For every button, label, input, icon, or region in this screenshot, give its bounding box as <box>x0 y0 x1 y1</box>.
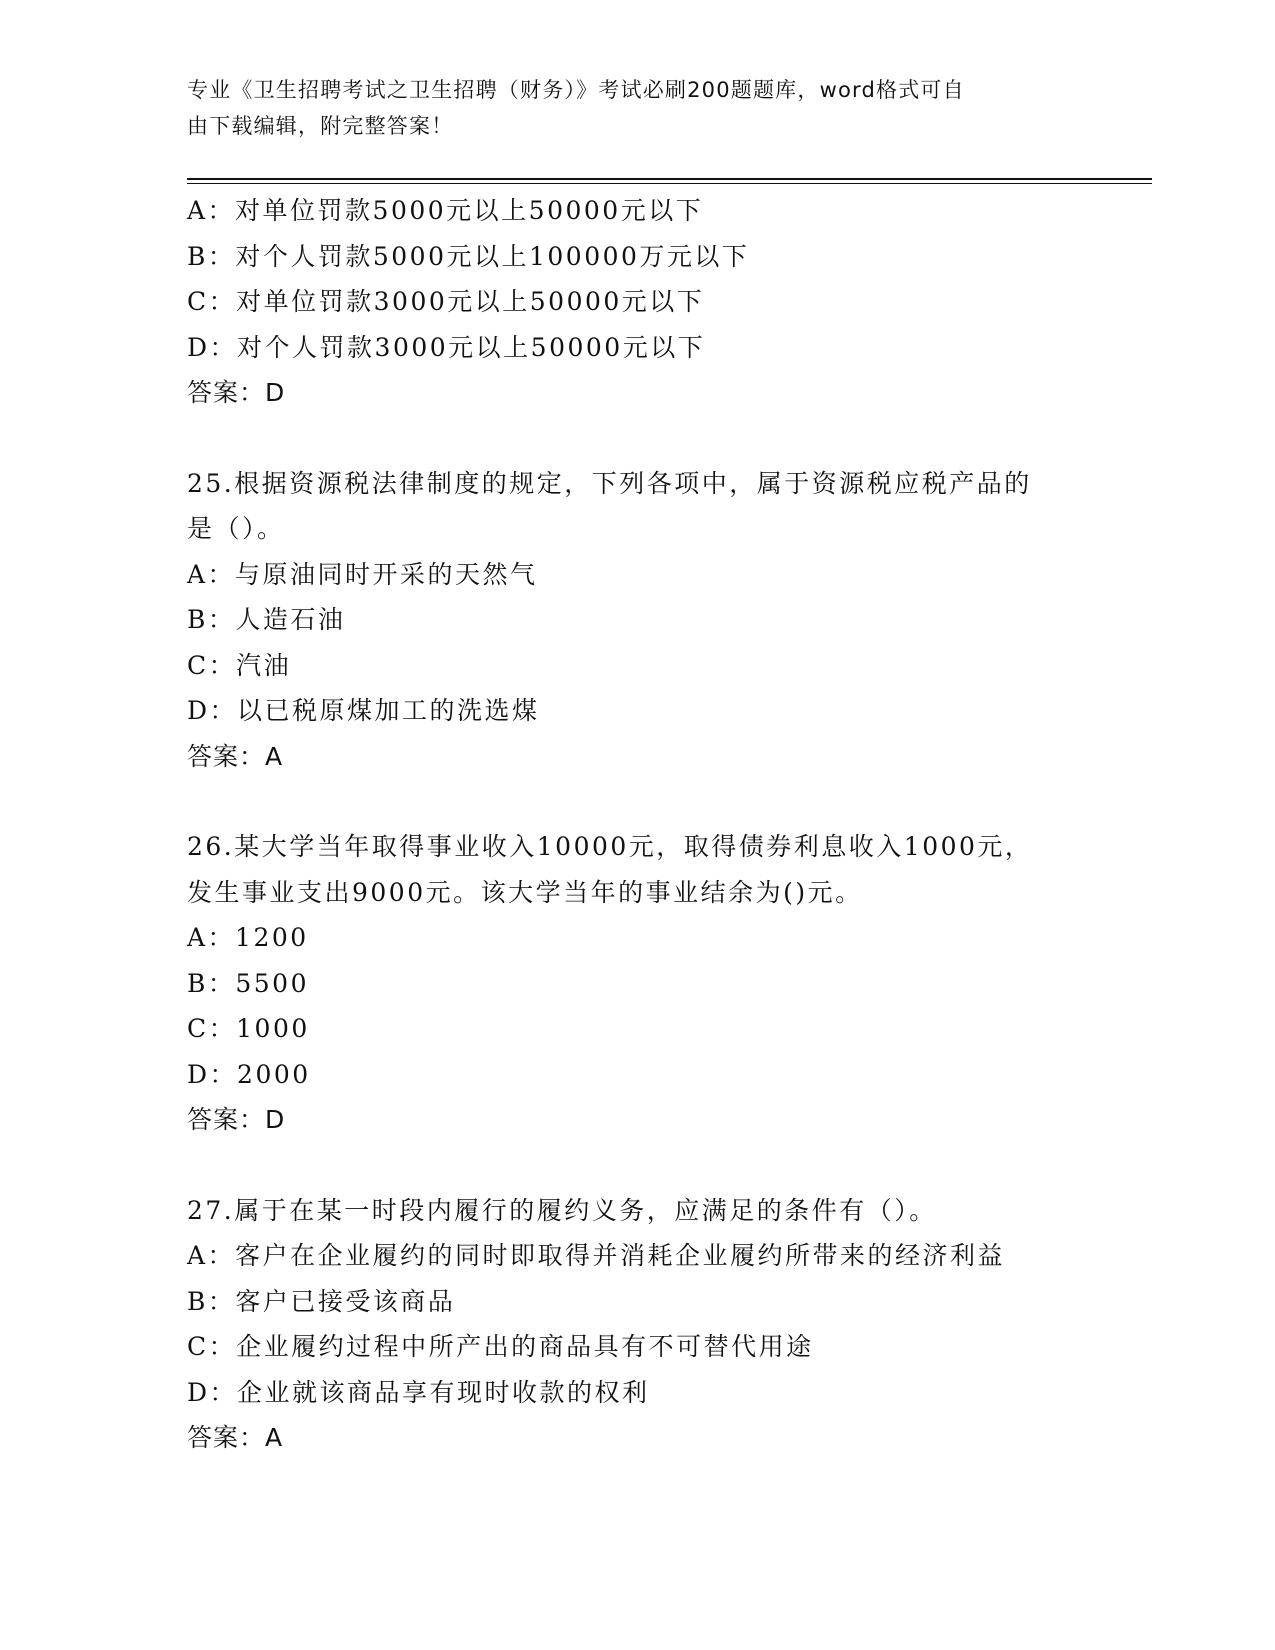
question-stem-cont: 是（）。 <box>187 514 285 543</box>
question-block-26 <box>187 824 1147 1143</box>
option-c: C：汽油 <box>187 650 292 680</box>
option-d: D：以已税原煤加工的洗选煤 <box>187 696 540 725</box>
option-b: B：人造石油 <box>187 605 346 634</box>
spacer <box>187 1143 1147 1188</box>
question-stem-cont: 发生事业支出9000元。该大学当年的事业结余为()元。 <box>187 877 863 907</box>
question-block-27 <box>187 1188 1147 1461</box>
question-stem: 26.某大学当年取得事业收入10000元，取得债券利息收入1000元， <box>187 832 1033 861</box>
option-b: B：对个人罚款5000元以上100000万元以下 <box>187 241 750 271</box>
option-b: B：5500 <box>187 968 309 998</box>
option-c: C：1000 <box>187 1014 310 1043</box>
question-block-25 <box>187 461 1147 780</box>
answer-line: 答案：D <box>187 378 286 407</box>
question-list <box>187 188 1147 1461</box>
answer-line: 答案：A <box>187 741 284 771</box>
question-stem: 27.属于在某一时段内履行的履约义务，应满足的条件有（）。 <box>187 1195 937 1225</box>
option-d: D：企业就该商品享有现时收款的权利 <box>187 1377 650 1407</box>
header-divider-thick <box>187 178 1152 180</box>
option-a: A：1200 <box>187 923 309 952</box>
header-line-2: 由下载编辑，附完整答案！ <box>187 114 454 138</box>
option-c: C：企业履约过程中所产出的商品具有不可替代用途 <box>187 1332 814 1361</box>
option-a: A：与原油同时开采的天然气 <box>187 559 538 589</box>
option-c: C：对单位罚款3000元以上50000元以下 <box>187 287 705 316</box>
document-header <box>187 72 1067 144</box>
spacer <box>187 779 1147 824</box>
answer-line: 答案：D <box>187 1105 286 1134</box>
header-line-1: 专业《卫生招聘考试之卫生招聘（财务）》考试必刷200题题库，word格式可自 <box>187 78 965 102</box>
option-d: D：对个人罚款3000元以上50000元以下 <box>187 332 706 362</box>
option-b: B：客户已接受该商品 <box>187 1286 456 1316</box>
option-a: A：对单位罚款5000元以上50000元以下 <box>187 196 704 225</box>
option-a: A：客户在企业履约的同时即取得并消耗企业履约所带来的经济利益 <box>187 1241 1006 1270</box>
question-stem: 25.根据资源税法律制度的规定，下列各项中，属于资源税应税产品的 <box>187 468 1032 498</box>
spacer <box>187 416 1147 461</box>
answer-line: 答案：A <box>187 1423 284 1452</box>
option-d: D：2000 <box>187 1059 311 1089</box>
question-block-prev <box>187 188 1147 416</box>
header-divider-thin <box>187 183 1152 184</box>
